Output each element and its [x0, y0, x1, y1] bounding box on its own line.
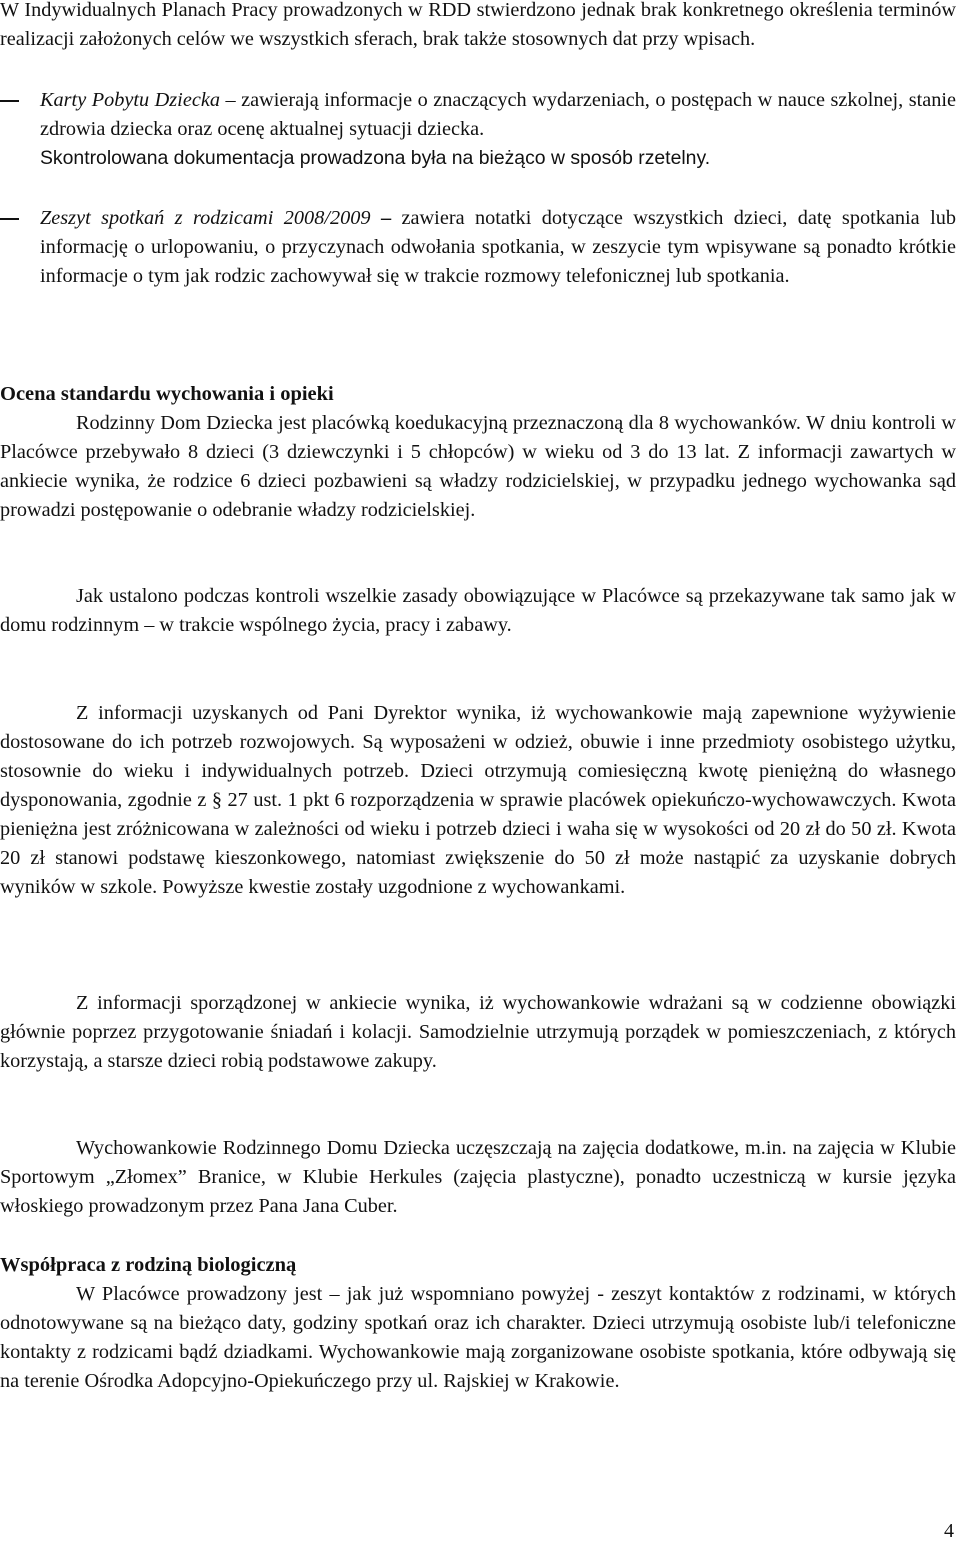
- list-item-note: Skontrolowana dokumentacja prowadzona była na bieżąco w sposób rzetelny.: [40, 147, 711, 169]
- upbringing-paragraph-3: Z informacji uzyskanych od Pani Dyrektor wynika, iż wychowankowie mają zapewnione wyżywienie dostosowane do ich potrzeb rozwojowych. Są wyposażeni w odzież, obuwie i inne przedmioty osobistego użytku, stosownie do wieku i indywidualnych potrzeb. Dzieci otrzymują comiesięczną kwotę pieniężną do własnego dysponowania, zgodnie z § 27 ust. 1 pkt 6 rozporządzenia w sprawie placówek opiekuńczo-wychowawczych. Kwota pieniężna jest zróżnicowana w zależności od wieku i potrzeb dzieci i waha się w wysokości od 20 zł do 50 zł. Kwota 20 zł stanowi podstawę kieszonkowego, natomiast zwiększenie do 50 zł może nastąpić za uzyskanie dobrych wyników w szkole. Powyższe kwestie zostały uzgodnione z wychowankami.: [0, 702, 956, 898]
- list-item-text: [40, 204, 956, 291]
- list-item-body: zawiera notatki dotyczące wszystkich dzieci, datę spotkania lub informację o urlopowaniu, o przyczynach odwołania spotkania, w zeszycie tym wpisywane są ponadto krótkie informacje o tym jak rodzic zachowywał się w trakcie rozmowy telefonicznej lub spotkania.: [40, 207, 956, 287]
- family-paragraph: W Placówce prowadzony jest – jak już wspomniano powyżej - zeszyt kontaktów z rodzinami, w których odnotowywane są na bieżąco daty, godziny spotkań oraz ich charakter. Dzieci utrzymują osobiste lub/i telefoniczne kontakty z rodzicami bądź dziadkami. Wychowankowie mają zorganizowane osobiste spotkania, które odbywają się na terenie Ośrodka Adopcyjno-Opiekuńczego przy ul. Rajskiej w Krakowie.: [0, 1283, 956, 1392]
- page-number: 4: [944, 1520, 954, 1542]
- dash-bullet-icon: [0, 218, 19, 220]
- list-item-karty-pobytu: [0, 86, 956, 173]
- list-item-zeszyt-spotkan: [0, 204, 956, 291]
- list-item-text: [40, 86, 956, 173]
- upbringing-paragraph-5: Wychowankowie Rodzinnego Domu Dziecka uczęszczają na zajęcia dodatkowe, m.in. na zajęcia w Klubie Sportowym „Złomex” Branice, w Klubie Herkules (zajęcia plastyczne), ponadto uczestniczą w kursie języka włoskiego prowadzonym przez Pana Jana Cuber.: [0, 1137, 956, 1217]
- upbringing-paragraph-2: Jak ustalono podczas kontroli wszelkie zasady obowiązujące w Placówce są przekazywane tak samo jak w domu rodzinnym – w trakcie wspólnego życia, pracy i zabawy.: [0, 585, 956, 636]
- section-heading-upbringing: Ocena standardu wychowania i opieki: [0, 383, 334, 405]
- intro-paragraph: W Indywidualnych Planach Pracy prowadzonych w RDD stwierdzono jednak brak konkretnego określenia terminów realizacji założonych celów we wszystkich sferach, brak także stosownych dat przy wpisach.: [0, 0, 956, 50]
- section-heading-family: Współpraca z rodziną biologiczną: [0, 1254, 297, 1276]
- list-item-body: – zawierają informacje o znaczących wydarzeniach, o postępach w nauce szkolnej, stanie zdrowia dziecka oraz ocenę aktualnej sytuacji dziecka.: [40, 89, 956, 140]
- upbringing-paragraph-4: Z informacji sporządzonej w ankiecie wynika, iż wychowankowie wdrażani są w codzienne obowiązki głównie poprzez przygotowanie śniadań i kolacji. Samodzielnie utrzymują porządek w pomieszczeniach, z których korzystają, a starsze dzieci robią podstawowe zakupy.: [0, 992, 956, 1072]
- list-item-title: Karty Pobytu Dziecka: [40, 89, 220, 111]
- list-item-dash: –: [370, 207, 402, 229]
- upbringing-paragraph-1: Rodzinny Dom Dziecka jest placówką koedukacyjną przeznaczoną dla 8 wychowanków. W dniu kontroli w Placówce przebywało 8 dzieci (3 dziewczynki i 5 chłopców) w wieku od 3 do 13 lat. Z informacji zawartych w ankiecie wynika, że rodzice 6 dzieci pozbawieni są władzy rodzicielskiej, w przypadku jednego wychowanka sąd prowadzi postępowanie o odebranie władzy rodzicielskiej.: [0, 412, 956, 521]
- list-item-title: Zeszyt spotkań z rodzicami 2008/2009: [40, 207, 371, 229]
- dash-bullet-icon: [0, 100, 19, 102]
